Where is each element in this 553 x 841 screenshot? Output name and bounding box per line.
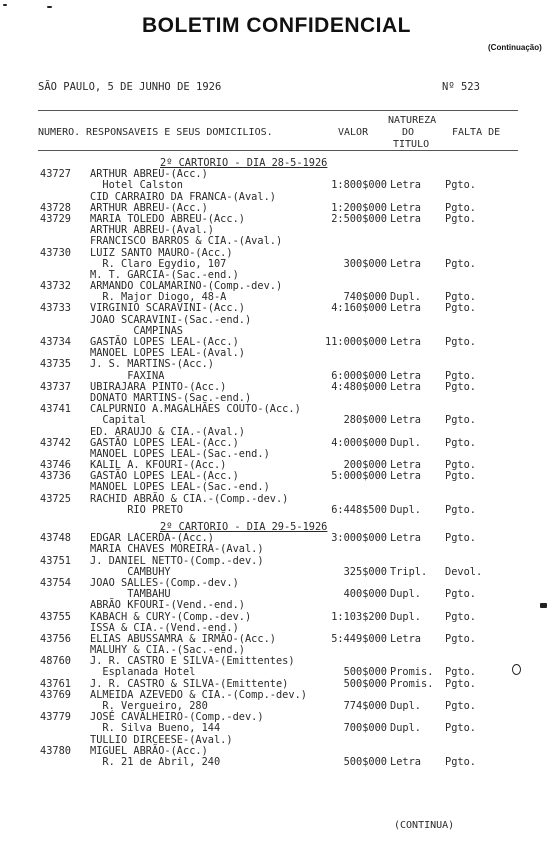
scan-speck [3,4,7,6]
section-heading [0,158,553,169]
record-falta: Pgto. [445,632,476,645]
record-number: 43727 [40,168,71,181]
record-name: J. R. CASTRO & SILVA-(Emittente) [90,677,289,690]
record-falta: Pgto. [445,414,476,427]
record-name: CALPURNIO A.MAGALHÃES COUTO-(Acc.) [90,403,301,416]
record-valor: 740$000 [343,291,387,304]
record-natureza: Letra [390,257,421,270]
record-valor: 280$000 [343,414,387,427]
record-valor: 500$000 [343,677,387,690]
record-number: 43729 [40,212,71,225]
record-name: GASTÃO LOPES LEAL-(Acc.) [90,436,239,449]
record-name: MARIA TOLEDO ABREU-(Acc.) [90,212,245,225]
record-falta: Pgto. [445,201,476,214]
record-valor: 5:449$000 [331,632,387,645]
record-number: 43742 [40,436,71,449]
record-natureza: Letra [390,201,421,214]
record-valor: 4:160$000 [331,302,387,315]
list-item [0,427,553,438]
record-name: MARIA CHAVES MOREIRA-(Aval.) [90,543,264,556]
list-item [0,303,553,314]
record-name: JOAO SALLES-(Comp.-dev.) [90,576,239,589]
list-item [0,723,553,734]
record-falta: Pgto. [445,380,476,393]
record-name: GASTÃO LOPES LEAL-(Acc.) [90,470,239,483]
record-name: Esplanada Hotel [90,666,196,679]
record-natureza: Promis. [390,677,434,690]
record-number: 43732 [40,280,71,293]
list-item [0,180,553,191]
record-falta: Pgto. [445,588,476,601]
record-name: RACHID ABRÃO & CIA.-(Comp.-dev.) [90,492,289,505]
record-valor: 4:480$000 [331,380,387,393]
record-falta: Pgto. [445,436,476,449]
record-name: ABRÃO KFOURI-(Vend.-end.) [90,599,245,612]
record-natureza: Dupl. [390,700,421,712]
record-falta: Pgto. [445,610,476,623]
record-number: 48760 [40,655,71,668]
list-item [0,544,553,555]
record-number: 43730 [40,246,71,259]
record-name: GASTÃO LOPES LEAL-(Acc.) [90,336,239,348]
record-falta: Pgto. [445,459,476,472]
record-falta: Pgto. [445,666,476,679]
record-name: R. Vergueiro, 280 [90,700,208,712]
record-name: MALUHY & CIA.-(Sac.-end.) [90,644,245,657]
record-name: ARTHUR ABREU-(Aval.) [90,224,214,237]
record-name: TAMBAHU [90,588,171,601]
list-item [0,348,553,359]
record-valor: 400$000 [343,588,387,601]
record-falta: Pgto. [445,257,476,270]
record-list [0,158,553,768]
record-number: 43737 [40,380,71,393]
list-item [0,701,553,712]
record-name: J. DANIEL NETTO-(Comp.-dev.) [90,554,264,567]
list-item [0,612,553,623]
record-name: J. R. CASTRO E SILVA-(Emittentes) [90,655,295,668]
list-item [0,248,553,259]
list-item [0,236,553,247]
record-number: 43748 [40,532,71,545]
record-number: 43780 [40,744,71,757]
record-natureza: Letra [390,302,421,315]
list-item [0,438,553,449]
record-valor: 1:103$200 [331,610,387,623]
record-number: 43756 [40,632,71,645]
record-name: JOSÉ CAVALHEIRO-(Comp.-dev.) [90,711,264,724]
document-title: BOLETIM CONFIDENCIAL [142,14,411,37]
list-item [0,315,553,326]
list-item [0,589,553,600]
record-name: ARTHUR ABREU-(Acc.) [90,201,208,214]
record-name: CAMBUHY [90,565,171,578]
col-header-numero: NUMERO. [38,127,81,138]
record-name: R. 21 de Abril, 240 [90,755,221,768]
record-name: MIGUEL ABRÃO-(Acc.) [90,744,208,757]
record-name: JOAO SCARAVINI-(Sac.-end.) [90,313,252,326]
record-valor: 700$000 [343,722,387,735]
bulletin-number: Nº 523 [442,81,480,93]
record-number: 43725 [40,492,71,505]
record-natureza: Dupl. [390,291,421,304]
list-item [0,600,553,611]
record-name: R. Major Diogo, 48-A [90,291,227,304]
list-item [0,471,553,482]
record-name: ALMEIDA AZEVEDO & CIA.-(Comp.-dev.) [90,688,307,701]
header-rule-bottom [38,150,518,151]
record-name: DONATO MARTINS-(Sac.-end.) [90,391,252,404]
record-number: 43728 [40,201,71,214]
header-rule-top [38,110,518,111]
record-valor: 325$000 [343,565,387,578]
record-name: MANOEL LOPES LEAL-(Sac.-end.) [90,447,270,460]
scan-speck [512,664,521,675]
record-valor: 2:500$000 [331,212,387,225]
record-number: 43741 [40,403,71,416]
record-natureza: Letra [390,459,421,472]
record-valor: 11:000$000 [325,336,387,348]
list-item [0,337,553,348]
col-header-responsaveis: RESPONSAVEIS E SEUS DOMICILIOS. [86,127,273,138]
record-falta: Pgto. [445,291,476,304]
list-item [0,735,553,746]
record-natureza: Dupl. [390,588,421,601]
record-name: R. Silva Bueno, 144 [90,722,221,735]
scan-speck [540,603,547,608]
record-name: TULLIO DIRCEESE-(Aval.) [90,733,233,746]
record-valor: 4:000$000 [331,436,387,449]
col-header-natureza-titulo: TITULO [393,139,430,150]
record-natureza: Letra [390,532,421,545]
col-header-falta: FALTA DE [452,127,501,138]
record-falta: Pgto. [445,755,476,768]
record-number: 43735 [40,358,71,371]
record-valor: 1:800$000 [331,179,387,192]
continuation-note: (Continuação) [488,43,542,52]
record-valor: 6:448$500 [331,503,387,516]
col-header-natureza-do: DO [402,127,415,138]
record-valor: 1:200$000 [331,201,387,214]
record-number: 43779 [40,711,71,724]
record-number: 43761 [40,677,71,690]
record-name: R. Claro Egydio, 107 [90,257,227,270]
record-valor: 6:000$000 [331,369,387,382]
record-valor: 5:000$000 [331,470,387,483]
list-item [0,382,553,393]
col-header-valor: VALOR [338,127,369,138]
record-falta: Pgto. [445,700,476,712]
record-valor: 500$000 [343,666,387,679]
record-name: VIRGINIO SCARAVINI-(Acc.) [90,302,245,315]
list-item [0,667,553,678]
record-valor: 300$000 [343,257,387,270]
record-name: J. S. MARTINS-(Acc.) [90,358,214,371]
record-name: EDGAR LACERDA-(Acc.) [90,532,214,545]
record-natureza: Tripl. [390,565,428,578]
list-item [0,505,553,516]
record-falta: Pgto. [445,722,476,735]
record-falta: Pgto. [445,179,476,192]
record-name: FRANCISCO BARROS & CIA.-(Aval.) [90,235,283,248]
record-name: CAMPINAS [90,324,183,337]
record-name: FAXINA [90,369,165,382]
record-natureza: Letra [390,380,421,393]
record-name: ARMANDO COLAMARINO-(Comp.-dev.) [90,280,283,293]
record-name: RIO PRETO [90,503,183,516]
record-natureza: Letra [390,755,421,768]
record-number: 43751 [40,554,71,567]
record-natureza: Letra [390,212,421,225]
record-number: 43769 [40,688,71,701]
record-name: 2º CARTORIO - DIA 28-5-1926 [160,157,328,169]
record-name: UBIRAJARA PINTO-(Acc.) [90,380,227,393]
city-date: SÃO PAULO, 5 DE JUNHO DE 1926 [38,81,222,93]
record-falta: Devol. [445,565,483,578]
record-name: KALIL A. KFOURI-(Acc.) [90,459,227,472]
scan-speck [47,6,52,8]
record-falta: Pgto. [445,677,476,690]
list-item [0,533,553,544]
record-falta: Pgto. [445,369,476,382]
list-item [0,259,553,270]
record-natureza: Letra [390,632,421,645]
record-falta: Pgto. [445,212,476,225]
record-name: M. T. GARCIA-(Sac.-end.) [90,268,239,281]
record-name: KABACH & CURY-(Comp.-dev.) [90,610,252,623]
record-name: 2º CARTORIO - DIA 29-5-1926 [160,521,328,533]
record-falta: Pgto. [445,503,476,516]
continua-note: (CONTINUA) [394,820,455,831]
record-natureza: Letra [390,414,421,427]
record-natureza: Dupl. [390,436,421,449]
record-valor: 200$000 [343,459,387,472]
record-natureza: Letra [390,336,421,348]
record-number: 43755 [40,610,71,623]
list-item [0,214,553,225]
list-item [0,415,553,426]
record-natureza: Letra [390,369,421,382]
record-name: ED. ARAUJO & CIA.-(Aval.) [90,425,245,438]
record-valor: 500$000 [343,755,387,768]
record-name: ISSA & CIA.-(Vend.-end.) [90,621,239,634]
record-name: LUIZ SANTO MAURO-(Acc.) [90,246,233,259]
record-name: ELIAS ABUSSAMRA & IRMÃO-(Acc.) [90,632,276,645]
record-number: 43746 [40,459,71,472]
record-natureza: Letra [390,179,421,192]
record-natureza: Dupl. [390,610,421,623]
record-number: 43754 [40,576,71,589]
list-item [0,757,553,768]
record-number: 43734 [40,336,71,348]
record-name: CID CARRAIRO DA FRANCA-(Aval.) [90,190,276,203]
record-valor: 774$000 [343,700,387,712]
record-natureza: Letra [390,470,421,483]
record-number: 43733 [40,302,71,315]
list-item [0,634,553,645]
record-falta: Pgto. [445,302,476,315]
record-name: MANOEL LOPES LEAL-(Aval.) [90,347,245,360]
col-header-natureza: NATUREZA [388,115,437,126]
list-item [0,482,553,493]
record-falta: Pgto. [445,470,476,483]
record-name: ARTHUR ABREU-(Acc.) [90,168,208,181]
record-name: MANOEL LOPES LEAL-(Sac.-end.) [90,481,270,494]
record-natureza: Dupl. [390,722,421,735]
record-falta: Pgto. [445,532,476,545]
list-item [0,567,553,578]
record-number: 43736 [40,470,71,483]
record-natureza: Promis. [390,666,434,679]
list-item [0,359,553,370]
record-name: Capital [90,414,146,427]
record-natureza: Dupl. [390,503,421,516]
record-valor: 3:000$000 [331,532,387,545]
record-falta: Pgto. [445,336,476,348]
record-name: Hotel Calston [90,179,183,192]
